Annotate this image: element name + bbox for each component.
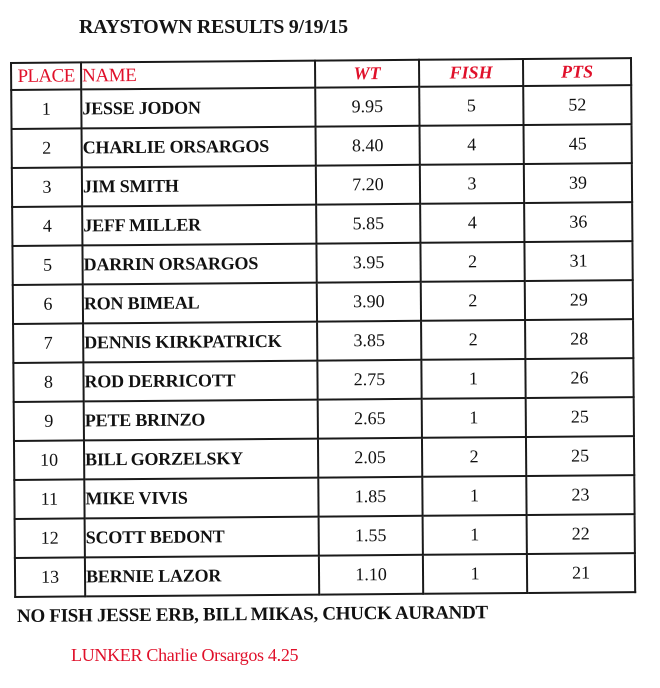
table-row	[12, 163, 632, 207]
weight-cell: 1.85	[318, 477, 422, 517]
weight-cell: 1.10	[319, 555, 423, 595]
points-cell: 52	[523, 85, 631, 125]
page-title: RAYSTOWN RESULTS 9/19/15	[79, 16, 348, 38]
fish-cell: 3	[420, 164, 524, 204]
place-cell: 8	[13, 362, 83, 402]
table-row	[14, 436, 634, 480]
place-cell: 1	[11, 89, 81, 129]
table-row	[14, 475, 634, 519]
column-header-place: PLACE	[11, 62, 81, 90]
name-cell: DARRIN ORSARGOS	[82, 244, 316, 285]
place-cell: 11	[14, 479, 84, 519]
lunker-note: LUNKER Charlie Orsargos 4.25	[71, 645, 299, 665]
table-row	[12, 241, 632, 285]
fish-cell: 1	[423, 515, 527, 555]
name-cell: CHARLIE ORSARGOS	[82, 127, 316, 168]
weight-cell: 1.55	[319, 516, 423, 556]
name-cell: JESSE JODON	[81, 88, 315, 129]
place-cell: 12	[15, 518, 85, 558]
column-header-name: NAME	[81, 61, 315, 90]
table-row	[13, 358, 633, 402]
points-cell: 26	[525, 358, 633, 398]
fish-cell: 4	[420, 203, 524, 243]
fish-cell: 5	[419, 86, 523, 126]
name-cell: BERNIE LAZOR	[85, 556, 319, 597]
name-cell: ROD DERRICOTT	[83, 361, 317, 402]
fish-cell: 2	[420, 242, 524, 282]
table-row	[13, 280, 633, 324]
weight-cell: 9.95	[315, 87, 419, 127]
fish-cell: 1	[422, 476, 526, 516]
name-cell: JIM SMITH	[82, 166, 316, 207]
no-fish-note: NO FISH JESSE ERB, BILL MIKAS, CHUCK AURANDT	[16, 602, 488, 627]
place-cell: 3	[12, 167, 82, 207]
weight-cell: 3.90	[317, 282, 421, 322]
points-cell: 39	[524, 163, 632, 203]
points-cell: 25	[526, 397, 634, 437]
table-row	[13, 319, 633, 363]
weight-cell: 2.75	[317, 360, 421, 400]
points-cell: 31	[524, 241, 632, 281]
fish-cell: 2	[421, 281, 525, 321]
fish-cell: 2	[422, 437, 526, 477]
fish-cell: 1	[422, 398, 526, 438]
name-cell: RON BIMEAL	[83, 283, 317, 324]
points-cell: 36	[524, 202, 632, 242]
points-cell: 22	[527, 514, 635, 554]
place-cell: 4	[12, 206, 82, 246]
name-cell: SCOTT BEDONT	[85, 517, 319, 558]
weight-cell: 5.85	[316, 204, 420, 244]
weight-cell: 3.85	[317, 321, 421, 361]
name-cell: BILL GORZELSKY	[84, 439, 318, 480]
results-table	[10, 57, 636, 598]
column-header-fish: FISH	[419, 59, 523, 87]
table-row	[12, 202, 632, 246]
points-cell: 28	[525, 319, 633, 359]
weight-cell: 8.40	[316, 126, 420, 166]
column-header-pts: PTS	[523, 58, 631, 86]
points-cell: 45	[524, 124, 632, 164]
weight-cell: 2.05	[318, 438, 422, 478]
table-row	[11, 85, 631, 129]
fish-cell: 4	[420, 125, 524, 165]
table-row	[15, 553, 635, 597]
table-row	[15, 514, 635, 558]
points-cell: 23	[526, 475, 634, 515]
place-cell: 13	[15, 557, 85, 597]
fish-cell: 1	[421, 359, 525, 399]
name-cell: DENNIS KIRKPATRICK	[83, 322, 317, 363]
table-row	[14, 397, 634, 441]
points-cell: 21	[527, 553, 635, 593]
place-cell: 10	[14, 440, 84, 480]
name-cell: MIKE VIVIS	[84, 478, 318, 519]
place-cell: 5	[12, 245, 82, 285]
place-cell: 2	[12, 128, 82, 168]
column-header-wt: WT	[315, 60, 419, 88]
name-cell: JEFF MILLER	[82, 205, 316, 246]
place-cell: 6	[13, 284, 83, 324]
table-row	[12, 124, 632, 168]
name-cell: PETE BRINZO	[84, 400, 318, 441]
place-cell: 9	[14, 401, 84, 441]
place-cell: 7	[13, 323, 83, 363]
weight-cell: 2.65	[318, 399, 422, 439]
fish-cell: 2	[421, 320, 525, 360]
fish-cell: 1	[423, 554, 527, 594]
points-cell: 29	[525, 280, 633, 320]
weight-cell: 3.95	[316, 243, 420, 283]
weight-cell: 7.20	[316, 165, 420, 205]
points-cell: 25	[526, 436, 634, 476]
